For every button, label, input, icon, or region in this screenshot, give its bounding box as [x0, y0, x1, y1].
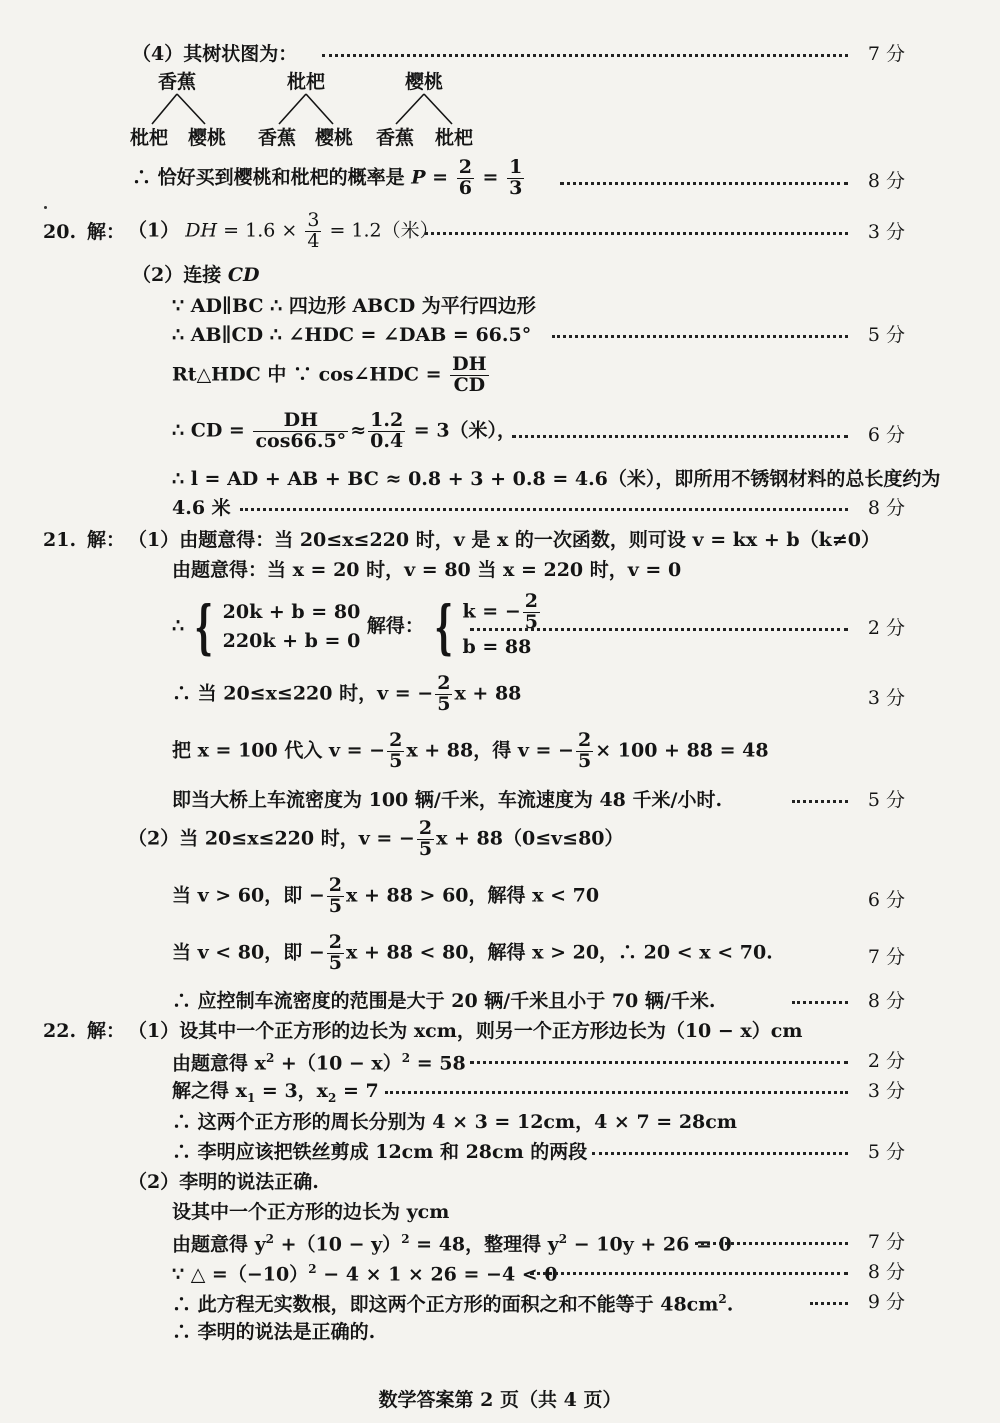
frac-denominator: 5 [437, 692, 451, 715]
expr: = 3（米）， [413, 419, 517, 442]
frac-denominator: 5 [524, 610, 538, 633]
expr: − 10y + 26 = 0 [567, 1233, 732, 1256]
leader-dots [240, 508, 848, 511]
q20-number: 20. [43, 221, 77, 243]
solve-label: 解得： [366, 615, 424, 638]
frac-2-5 [417, 819, 434, 860]
q22-jie: 解： [87, 1020, 126, 1042]
frac-denominator: 4 [307, 229, 320, 252]
leader-dots [810, 1302, 848, 1305]
expr: . [726, 1293, 734, 1316]
leader-dots [530, 1272, 848, 1275]
expr: 解之得 x [172, 1080, 247, 1102]
leader-dots [470, 1061, 848, 1064]
q22-line5: ∴ 李明应该把铁丝剪成 12cm 和 28cm 的两段 [172, 1141, 588, 1163]
expr: ∴ 此方程无实数根，即这两个正方形的面积之和不能等于 48cm [172, 1293, 719, 1316]
score-q21-3: 3 分 [867, 687, 905, 709]
page-footer: 数学答案第 2 页（共 4 页） [378, 1389, 622, 1411]
q20-line5 [172, 355, 491, 396]
score-q19-p4: 7 分 [867, 43, 905, 65]
frac-dh-cd [450, 355, 488, 396]
frac-denominator: 5 [328, 894, 343, 917]
score-q21-2: 2 分 [867, 617, 905, 639]
tree-root-2: 枇杷 [287, 71, 326, 93]
expr: x + 88 > 60，解得 x < 70 [346, 884, 600, 907]
frac-numerator: 3 [307, 209, 320, 231]
expr: ∴ CD = [172, 419, 245, 442]
frac-numerator: 2 [328, 874, 343, 896]
frac-numerator: 2 [524, 590, 538, 612]
leader-dots [695, 1242, 848, 1245]
tree-leaf-2a: 香蕉 [258, 127, 297, 149]
prob-text: ∴ 恰好买到樱桃和枇杷的概率是 [132, 166, 405, 189]
frac-numerator: 2 [437, 672, 451, 694]
expr: ≈ [350, 419, 367, 442]
frac-numerator: 2 [389, 729, 403, 751]
leader-dots [792, 800, 848, 803]
part-label: （1） [128, 219, 180, 242]
expr: 当 v > 60，即 − [172, 884, 325, 907]
system-2 [463, 592, 542, 661]
expr: x + 88，得 v = − [406, 739, 574, 762]
expr: = 1.6 × [223, 219, 298, 242]
q22-line8: 由题意得 $y^2 +(10 - y)^2 = 48$，整理得 $y^2 - 10y + 26 = 0$ [172, 1232, 732, 1256]
expr: × 100 + 88 = 48 [595, 739, 769, 762]
score-q22-2: 2 分 [867, 1050, 905, 1072]
score-q20-8: 8 分 [867, 497, 905, 519]
leader-dots [792, 1001, 848, 1004]
expr: +（10 − y） [274, 1233, 402, 1256]
score-q22-8: 8 分 [867, 1261, 905, 1283]
frac-2-5 [327, 933, 344, 974]
frac-numerator: DH [283, 409, 319, 431]
expr: = 7 [336, 1080, 379, 1102]
expr: x + 88（0≤v≤80） [436, 827, 624, 850]
q21-line6: 即当大桥上车流密度为 100 辆/千米，车流速度为 48 千米/小时. [172, 789, 723, 811]
solution-b: b = 88 [462, 635, 532, 658]
leader-dots [425, 232, 848, 235]
scan-speck [44, 206, 47, 209]
therefore: ∴ [172, 615, 185, 638]
q21-system [172, 592, 542, 661]
q22-line10: ∴ 此方程无实数根，即这两个正方形的面积之和不能等于 $48cm^2$. [172, 1292, 734, 1316]
frac-numerator: 2 [458, 156, 472, 178]
frac-denominator: 5 [577, 749, 592, 772]
frac-2-5 [435, 674, 452, 715]
expr: Rt△HDC 中 ∵ cos∠HDC = [172, 363, 442, 386]
frac-numerator: 2 [577, 729, 592, 751]
frac-numerator: 2 [418, 817, 433, 839]
frac-2-5 [327, 876, 344, 917]
q21-line5 [172, 731, 769, 772]
score-q20-1: 3 分 [867, 221, 905, 243]
q20-line7: ∴ l = AD + AB + BC ≈ 0.8 + 3 + 0.8 = 4.6（米），即所用不锈钢材料的总长度约为 [172, 468, 941, 490]
frac-denominator: CD [450, 375, 488, 396]
expr: − 4 × 1 × 26 = −4 < 0 [316, 1263, 558, 1286]
brace-icon: { [194, 592, 213, 661]
score-q21-7: 7 分 [867, 946, 905, 968]
score-q20-6: 6 分 [867, 424, 905, 446]
score-q19-prob: 8 分 [867, 170, 905, 192]
expr: = 58 [410, 1052, 466, 1075]
solution-k [463, 592, 542, 633]
score-q21-5: 5 分 [867, 789, 905, 811]
prob-frac-2 [507, 158, 524, 199]
frac-numerator: DH [452, 353, 487, 375]
q20-line6 [172, 411, 516, 452]
q22-line7: 设其中一个正方形的边长为 ycm [172, 1201, 450, 1223]
q21-line2: 由题意得：当 x = 20 时，v = 80 当 x = 220 时，v = 0 [172, 559, 682, 581]
tree-leaf-1a: 枇杷 [130, 127, 169, 149]
frac-denominator: 3 [509, 176, 523, 199]
q20-part2 [132, 266, 259, 285]
expr: ∴ 当 20≤x≤220 时，v = − [172, 682, 434, 705]
frac-denominator: 5 [328, 951, 343, 974]
equation: 20k + b = 80 [222, 601, 361, 624]
q19-probability-line: ∴ 恰好买到樱桃和枇杷的概率是 P = $\frac{2}{6}$ = $\frac{1}{3}$ [132, 156, 523, 199]
frac-12-04 [368, 411, 405, 452]
frac-2-5 [576, 731, 593, 772]
q21-jie: 解： [87, 529, 126, 551]
q21-line8 [172, 876, 599, 917]
expr: = 1.2（米） [329, 219, 439, 242]
expr: +（10 − x） [274, 1052, 402, 1075]
q22-line6: （2）李明的说法正确. [128, 1171, 319, 1193]
system-1 [223, 598, 361, 655]
q22-number: 22. [43, 1020, 77, 1042]
leader-dots [512, 435, 848, 438]
q22-line2: 由题意得 $x^2 +(10 - x)^2 = 58$ [172, 1051, 466, 1075]
leader-dots [470, 628, 848, 631]
leader-dots [552, 335, 848, 338]
frac-denominator: 5 [418, 837, 433, 860]
q19-part4-label: （4）其树状图为： [132, 43, 298, 65]
frac-numerator: 1.2 [370, 409, 404, 431]
q20-jie: 解： [87, 221, 126, 243]
expr: （2）当 20≤x≤220 时，v = − [128, 827, 415, 850]
tree-leaf-3a: 香蕉 [376, 127, 415, 149]
expr: 由题意得 y [172, 1233, 266, 1256]
score-q22-7: 7 分 [867, 1231, 905, 1253]
expr: = 3，x [255, 1080, 329, 1102]
q20-line3: ∵ AD∥BC ∴ 四边形 ABCD 为平行四边形 [172, 295, 536, 317]
frac-numerator: 2 [328, 931, 343, 953]
q21-line7 [128, 819, 624, 860]
frac-denominator: 6 [458, 176, 472, 199]
tree-leaf-2b: 樱桃 [315, 127, 354, 149]
q22-line4: ∴ 这两个正方形的周长分别为 4 × 3 = 12cm，4 × 7 = 28cm [172, 1111, 737, 1133]
q21-line1: （1）由题意得：当 20≤x≤220 时，v 是 x 的一次函数，则可设 v = kx + b（k≠0） [128, 529, 880, 551]
frac-denominator: 0.4 [370, 429, 404, 452]
frac-2-5 [387, 731, 404, 772]
tree-root-1: 香蕉 [158, 71, 197, 93]
expr: x + 88 [454, 682, 522, 705]
expr: ∵ △ =（−10） [172, 1263, 309, 1286]
expr: 把 x = 100 代入 v = − [172, 739, 386, 762]
frac-denominator: cos66.5° [255, 429, 347, 452]
tree-leaf-3b: 枇杷 [435, 127, 474, 149]
leader-dots [592, 1152, 848, 1155]
frac-denominator: 5 [389, 749, 403, 772]
prob-var: P [411, 166, 426, 189]
expr: 当 v < 80，即 − [172, 941, 325, 964]
q22-line9: ∵ △ $=(-10)^2 - 4 \times 1 \times 26 = -4 < 0$ [172, 1262, 558, 1286]
q21-line9 [172, 933, 773, 974]
tree-root-3: 樱桃 [405, 71, 444, 93]
score-q21-8: 8 分 [867, 990, 905, 1012]
q21-line10: ∴ 应控制车流密度的范围是大于 20 辆/千米且小于 70 辆/千米. [172, 990, 716, 1012]
score-q22-3: 3 分 [867, 1080, 905, 1102]
var-cd: CD [227, 264, 260, 286]
score-q22-9: 9 分 [867, 1291, 905, 1313]
leader-dots [560, 182, 848, 185]
frac-dh-cos [253, 411, 348, 452]
leader-dots [385, 1091, 848, 1094]
score-q21-6: 6 分 [867, 889, 905, 911]
expr: k = − [462, 600, 521, 623]
score-q20-5: 5 分 [867, 324, 905, 346]
q21-number: 21. [43, 529, 77, 551]
prob-frac-1 [457, 158, 474, 199]
part-label: （2）连接 [132, 264, 222, 286]
frac-numerator: 1 [509, 156, 523, 178]
tree-branches [0, 0, 1000, 140]
frac-2-5 [523, 592, 540, 633]
brace-icon: { [433, 592, 453, 661]
q22-line3: 解之得 $x_1 = 3$，$x_2 = 7$ [172, 1080, 379, 1105]
expr: x + 88 < 80，解得 x > 20，∴ 20 < x < 70. [346, 941, 773, 964]
equation: 220k + b = 0 [222, 629, 361, 652]
frac-3-4 [305, 211, 321, 252]
q20-line1 [128, 211, 439, 252]
score-q22-5: 5 分 [867, 1141, 905, 1163]
tree-leaf-1b: 樱桃 [188, 127, 227, 149]
q20-line4: ∴ AB∥CD ∴ ∠HDC = ∠DAB = 66.5° [172, 324, 532, 346]
q22-line1: （1）设其中一个正方形的边长为 xcm，则另一个正方形边长为（10 − x）cm [128, 1020, 803, 1042]
expr: = 48，整理得 y [409, 1233, 559, 1256]
expr: 由题意得 x [172, 1052, 266, 1075]
q22-line11: ∴ 李明的说法是正确的. [172, 1321, 376, 1343]
q21-line4 [172, 674, 521, 715]
q20-line8: 4.6 米 [172, 497, 231, 519]
var-dh: DH [185, 219, 218, 242]
